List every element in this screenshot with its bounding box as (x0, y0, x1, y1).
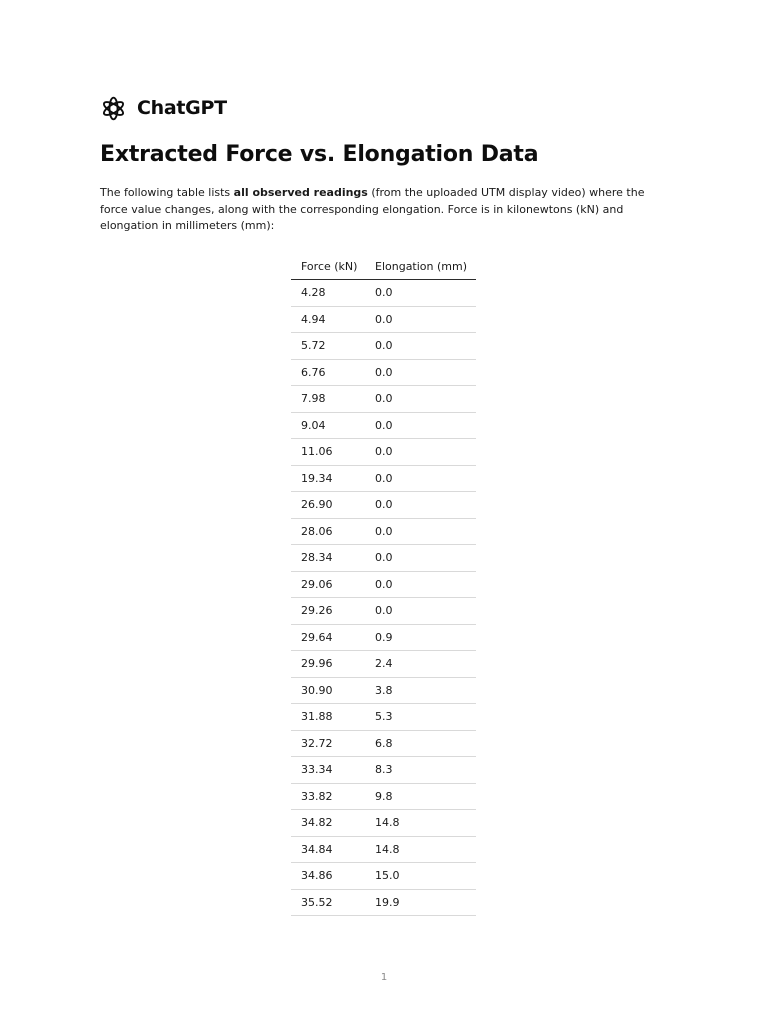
cell-elongation: 15.0 (365, 863, 476, 890)
cell-force: 33.82 (291, 783, 365, 810)
table-body (291, 280, 476, 916)
cell-force: 29.64 (291, 624, 365, 651)
table-row (291, 810, 476, 837)
cell-elongation: 0.0 (365, 359, 476, 386)
cell-force: 5.72 (291, 333, 365, 360)
cell-force: 33.34 (291, 757, 365, 784)
cell-elongation: 0.0 (365, 333, 476, 360)
cell-elongation: 8.3 (365, 757, 476, 784)
cell-elongation: 0.0 (365, 465, 476, 492)
intro-paragraph (100, 185, 675, 235)
intro-text-end: (from the uploaded UTM display video) where the force value changes, along with the corresponding elongation. Force is in kilonewtons (kN) and elongation in millimeters (mm): (100, 186, 645, 232)
cell-elongation: 0.0 (365, 571, 476, 598)
table-row (291, 836, 476, 863)
table-row (291, 306, 476, 333)
brand-name: ChatGPT (137, 97, 227, 119)
cell-elongation: 19.9 (365, 889, 476, 916)
cell-force: 32.72 (291, 730, 365, 757)
cell-elongation: 0.0 (365, 412, 476, 439)
table-row (291, 624, 476, 651)
brand-header (100, 94, 227, 122)
cell-force: 28.34 (291, 545, 365, 572)
table-header-row (291, 254, 476, 280)
cell-force: 4.94 (291, 306, 365, 333)
table-row (291, 651, 476, 678)
intro-bold-text: all observed readings (233, 186, 368, 199)
table-row (291, 757, 476, 784)
cell-force: 30.90 (291, 677, 365, 704)
table-row (291, 412, 476, 439)
table-row (291, 439, 476, 466)
cell-force: 26.90 (291, 492, 365, 519)
cell-elongation: 14.8 (365, 836, 476, 863)
cell-elongation: 3.8 (365, 677, 476, 704)
table-row (291, 571, 476, 598)
cell-force: 4.28 (291, 280, 365, 307)
table-row (291, 598, 476, 625)
table-row (291, 545, 476, 572)
table-row (291, 518, 476, 545)
cell-force: 29.96 (291, 651, 365, 678)
column-header-elongation: Elongation (mm) (365, 254, 476, 280)
cell-force: 29.06 (291, 571, 365, 598)
cell-elongation: 0.0 (365, 439, 476, 466)
table-row (291, 863, 476, 890)
table-row (291, 359, 476, 386)
cell-force: 7.98 (291, 386, 365, 413)
cell-elongation: 0.0 (365, 492, 476, 519)
cell-elongation: 0.0 (365, 545, 476, 572)
force-elongation-table (291, 254, 476, 916)
openai-logo-icon (100, 95, 127, 122)
cell-elongation: 0.0 (365, 280, 476, 307)
table-row (291, 492, 476, 519)
cell-force: 11.06 (291, 439, 365, 466)
cell-force: 29.26 (291, 598, 365, 625)
table-row (291, 333, 476, 360)
table-row (291, 730, 476, 757)
cell-force: 19.34 (291, 465, 365, 492)
cell-force: 34.82 (291, 810, 365, 837)
cell-elongation: 9.8 (365, 783, 476, 810)
page-title: Extracted Force vs. Elongation Data (100, 142, 539, 167)
table-row (291, 465, 476, 492)
cell-elongation: 14.8 (365, 810, 476, 837)
cell-elongation: 0.0 (365, 598, 476, 625)
cell-force: 31.88 (291, 704, 365, 731)
cell-elongation: 0.0 (365, 306, 476, 333)
page-number: 1 (380, 972, 388, 983)
cell-force: 34.84 (291, 836, 365, 863)
table-row (291, 386, 476, 413)
table-row (291, 889, 476, 916)
table-row (291, 704, 476, 731)
cell-elongation: 0.0 (365, 386, 476, 413)
table-row (291, 677, 476, 704)
cell-force: 34.86 (291, 863, 365, 890)
cell-elongation: 6.8 (365, 730, 476, 757)
intro-text-start: The following table lists (100, 186, 234, 199)
table-row (291, 280, 476, 307)
cell-force: 35.52 (291, 889, 365, 916)
column-header-force: Force (kN) (291, 254, 365, 280)
cell-elongation: 5.3 (365, 704, 476, 731)
table-row (291, 783, 476, 810)
cell-elongation: 0.0 (365, 518, 476, 545)
cell-force: 6.76 (291, 359, 365, 386)
cell-force: 28.06 (291, 518, 365, 545)
cell-elongation: 0.9 (365, 624, 476, 651)
cell-force: 9.04 (291, 412, 365, 439)
cell-elongation: 2.4 (365, 651, 476, 678)
